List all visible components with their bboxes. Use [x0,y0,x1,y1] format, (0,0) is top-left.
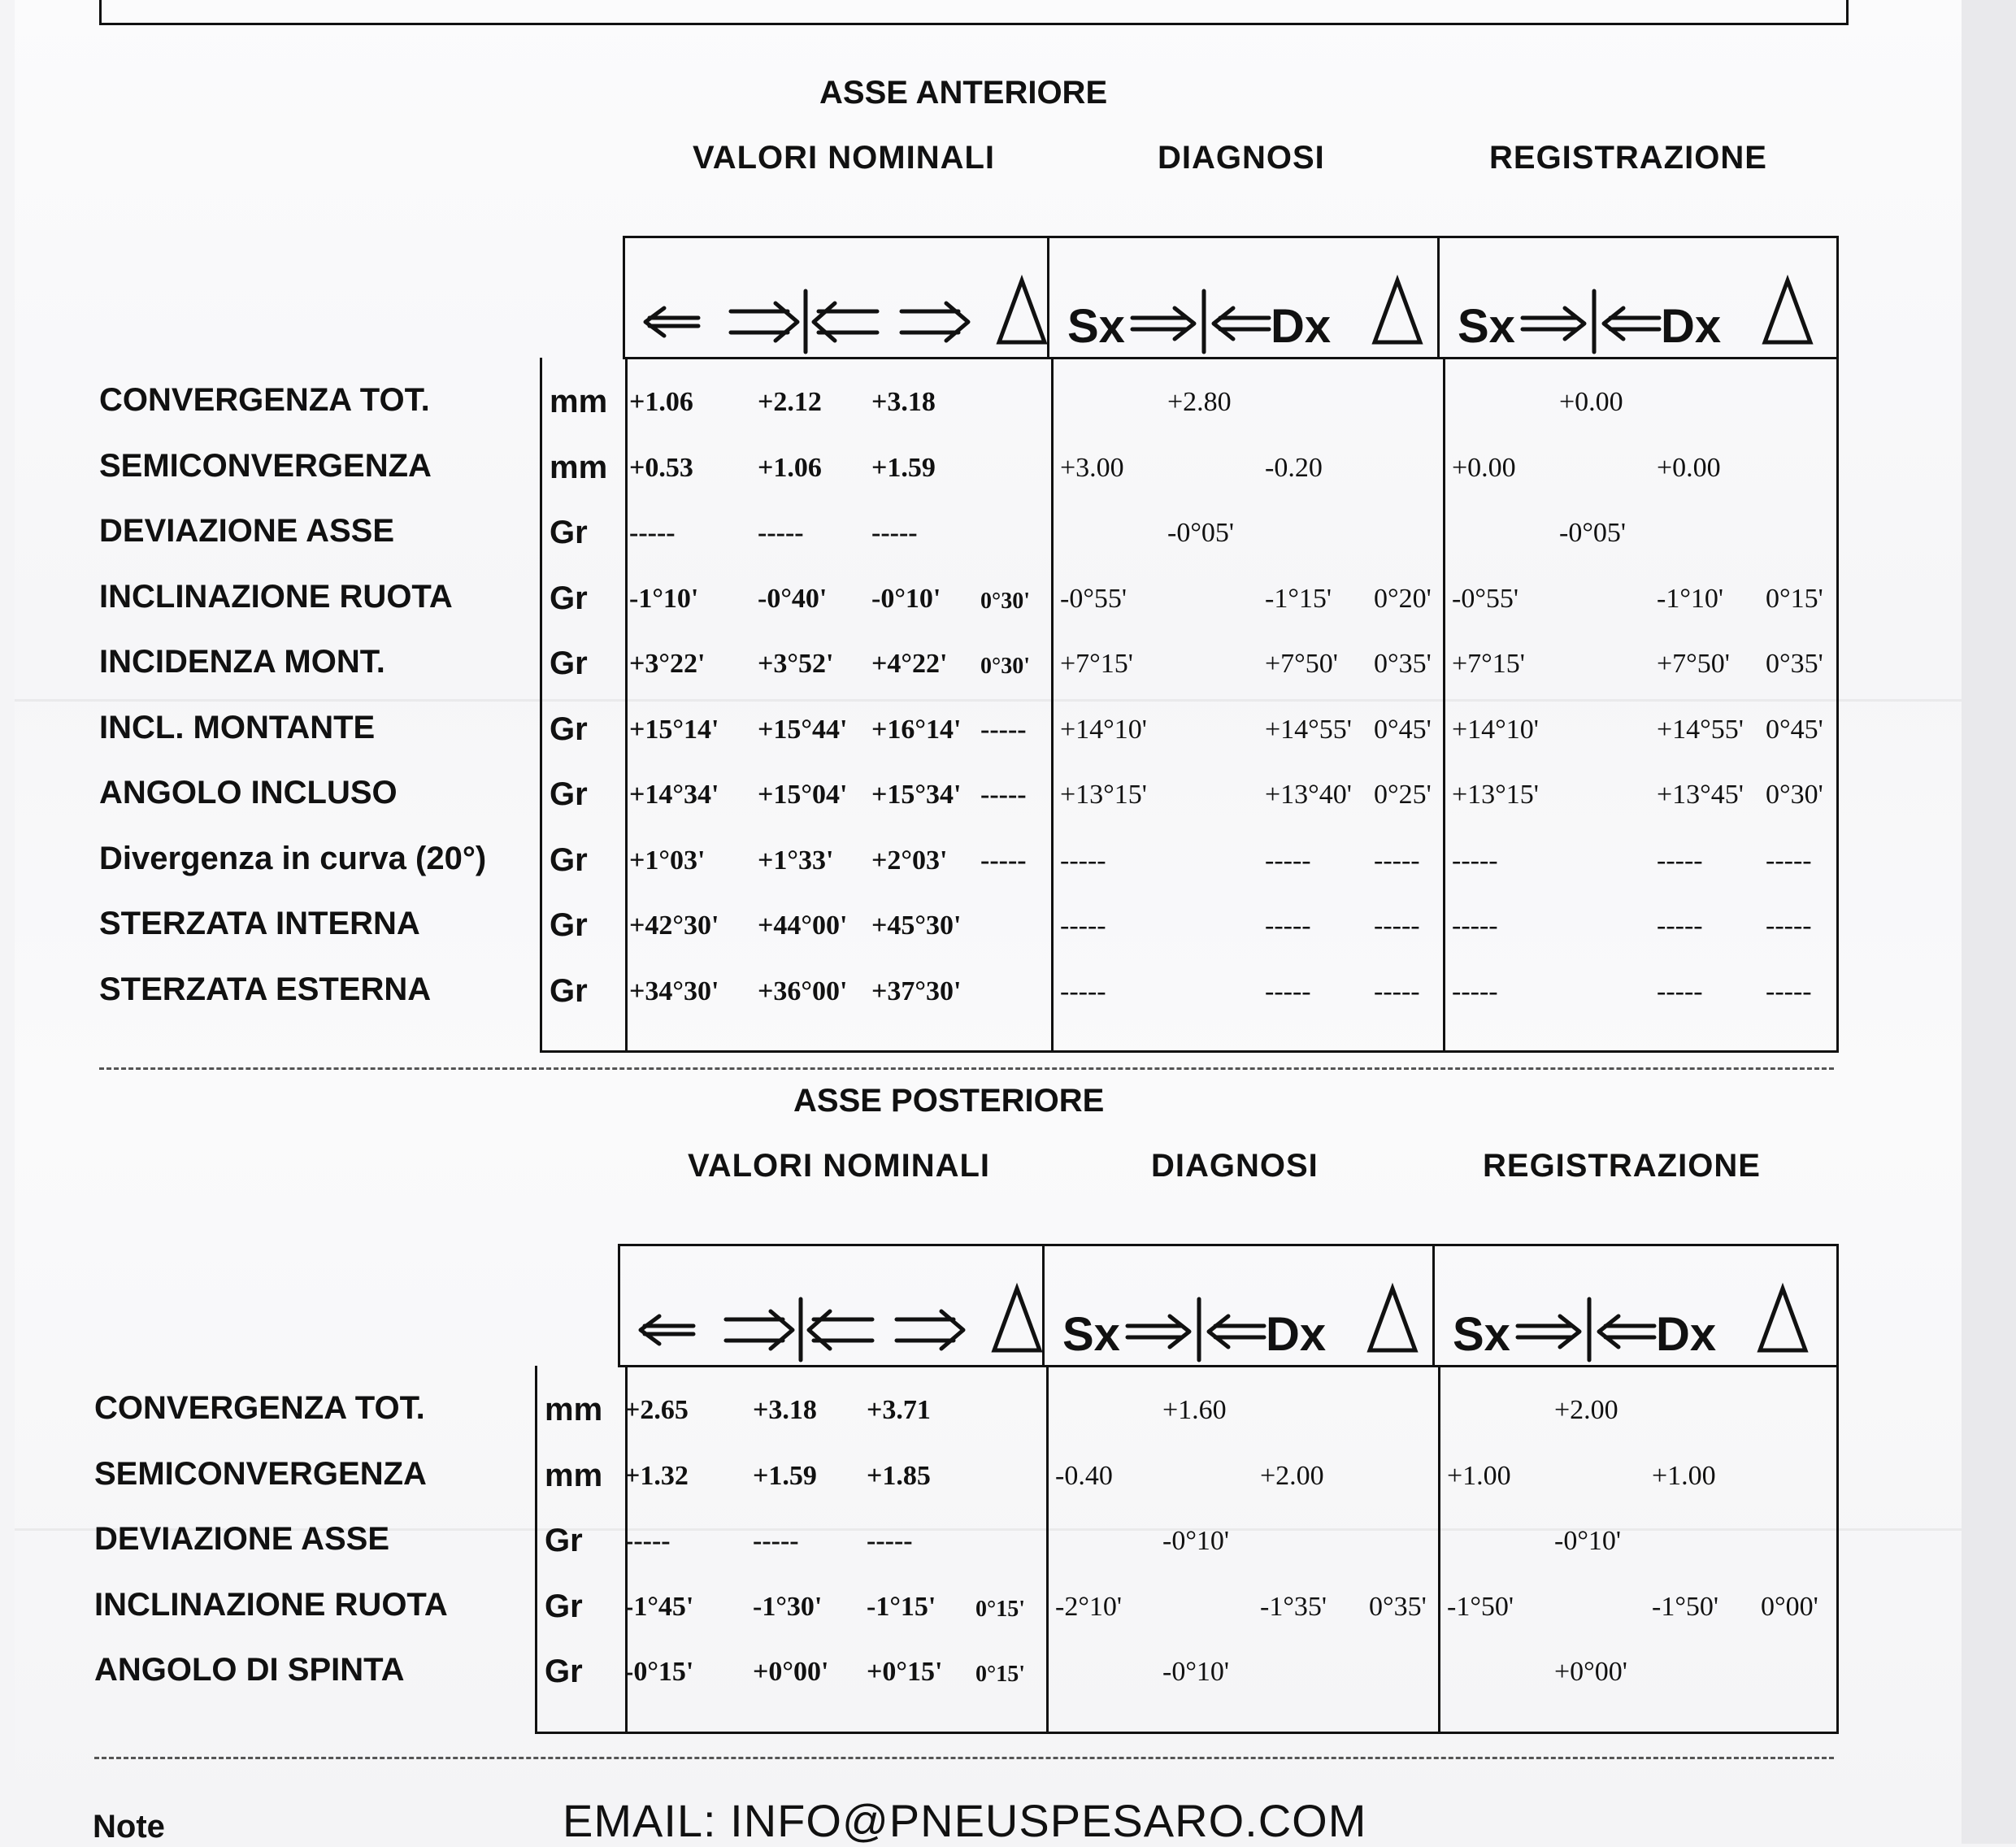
nominal-value: -1°45' [624,1591,694,1622]
header-diagnosis-cell [1049,238,1440,357]
row-unit: Gr [550,515,588,550]
diagnosis-value: +14°10' [1060,714,1147,745]
scan-edge [1962,0,2016,1844]
registration-value: ----- [1766,976,1812,1006]
sx-dx-arrows-icon [1435,1246,1838,1370]
row-label: CONVERGENZA TOT. [99,382,430,418]
diagnosis-value: ----- [1265,845,1311,876]
header-nominal-cell [625,238,1049,357]
registration-value: ----- [1657,910,1703,941]
nominal-value: +37°30' [871,976,962,1006]
col-head-registration: REGISTRAZIONE [1489,140,1767,176]
row-unit: Gr [545,1588,583,1624]
nominal-value: ----- [629,518,676,548]
diagnosis-value: -2°10' [1055,1591,1123,1622]
nominal-value: ----- [624,1526,671,1556]
diagnosis-value: 0°20' [1374,583,1432,614]
nominal-value: +2.12 [758,387,822,417]
row-label: SEMICONVERGENZA [99,447,432,484]
svg-text:Dx: Dx [1655,1308,1717,1361]
nominal-value: 0°15' [975,1596,1025,1622]
grid-divider [625,358,628,1050]
nominal-value: +36°00' [758,976,848,1006]
nominal-value: ----- [980,780,1027,810]
row-unit: mm [550,449,608,485]
grid-divider [1438,1366,1440,1732]
header-diagnosis-cell [1045,1246,1435,1365]
diagnosis-value: -0°10' [1162,1657,1230,1687]
nominal-value: +1°33' [758,845,834,876]
diagnosis-value: -1°35' [1260,1591,1327,1622]
diagnosis-value: 0°45' [1374,714,1432,745]
registration-value: +0.00 [1452,452,1516,483]
nominal-value: ----- [980,714,1027,745]
nominal-value: ----- [867,1526,913,1556]
registration-value: +13°45' [1657,780,1744,810]
registration-value: -0°10' [1554,1526,1622,1556]
nominal-value: +0.53 [629,452,693,483]
nominal-value: +3.18 [871,387,936,417]
registration-value: 0°00' [1761,1591,1818,1622]
section-separator [94,1757,1834,1759]
diagnosis-value: 0°35' [1369,1591,1427,1622]
nominal-value: -1°15' [867,1591,936,1622]
registration-value: ----- [1657,976,1703,1006]
row-unit: mm [545,1457,603,1493]
nominal-value: +1.06 [629,387,693,417]
registration-value: +1.00 [1652,1460,1716,1491]
header-nominal-cell [620,1246,1045,1365]
nominal-value: +15°14' [629,714,719,745]
registration-value: +0.00 [1657,452,1721,483]
nominal-value: +3°52' [758,649,834,679]
row-unit: Gr [550,907,588,943]
sx-dx-arrows-icon [1049,238,1441,362]
registration-value: +1.00 [1447,1460,1511,1491]
registration-value: +7°15' [1452,649,1525,679]
sx-dx-arrows-icon [1045,1246,1436,1370]
data-grid [540,358,1839,1053]
nominal-value: +15°44' [758,714,848,745]
registration-value: +14°10' [1452,714,1539,745]
header-registration-cell [1435,1246,1836,1365]
row-unit: Gr [550,841,588,878]
diagnosis-value: +3.00 [1060,452,1124,483]
top-frame [99,0,1849,25]
registration-value: 0°35' [1766,649,1823,679]
row-unit: Gr [545,1523,583,1558]
nominal-value: +1.59 [753,1460,817,1491]
registration-value: +14°55' [1657,714,1744,745]
row-label: STERZATA ESTERNA [99,971,432,1007]
row-label: CONVERGENZA TOT. [94,1390,425,1426]
section-title: ASSE POSTERIORE [793,1083,1105,1119]
nominal-value: +16°14' [871,714,962,745]
nominal-value: +14°34' [629,780,719,810]
col-head-diagnosis: DIAGNOSI [1151,1148,1319,1184]
row-label: INCLINAZIONE RUOTA [94,1586,448,1623]
nominal-value: +1.85 [867,1460,931,1491]
nominal-value: +2.65 [624,1395,689,1425]
col-head-diagnosis: DIAGNOSI [1158,140,1325,176]
diagnosis-value: -0.20 [1265,452,1323,483]
diagnosis-value: +7°15' [1060,649,1133,679]
nominal-value: -1°30' [753,1591,823,1622]
diagnosis-value: -0.40 [1055,1460,1113,1491]
row-label: INCIDENZA MONT. [99,644,385,680]
row-unit: mm [545,1392,603,1428]
sx-dx-arrows-icon [1440,238,1838,362]
svg-text:Sx: Sx [1457,300,1515,353]
row-label: STERZATA INTERNA [99,906,420,941]
registration-value: 0°30' [1766,780,1823,810]
diagnosis-value: +2.80 [1167,387,1232,417]
diagnosis-value: ----- [1060,845,1106,876]
col-head-registration: REGISTRAZIONE [1483,1148,1761,1184]
grid-divider [1046,1366,1049,1732]
nominal-value: +3.71 [867,1395,931,1425]
svg-text:Dx: Dx [1660,300,1722,353]
nominal-value: ----- [753,1526,799,1556]
registration-value: -1°50' [1447,1591,1514,1622]
nominal-value: +1.06 [758,452,822,483]
row-unit: Gr [550,645,588,681]
diagnosis-value: -0°05' [1167,518,1235,548]
svg-text:Sx: Sx [1062,1308,1120,1361]
row-label: DEVIAZIONE ASSE [99,513,395,549]
nominal-value: 0°30' [980,654,1030,679]
nominal-value: +1°03' [629,845,706,876]
diagnosis-value: ----- [1374,845,1420,876]
nominal-value: +3.18 [753,1395,817,1425]
row-unit: Gr [550,580,588,616]
diagnosis-value: +13°40' [1265,780,1352,810]
diagnosis-value: ----- [1265,910,1311,941]
diagnosis-value: ----- [1374,976,1420,1006]
diagnosis-value: +7°50' [1265,649,1338,679]
email-text: EMAIL: INFO@PNEUSPESARO.COM [563,1794,1367,1846]
svg-text:Dx: Dx [1270,300,1332,353]
symbol-header [623,236,1839,359]
diagnosis-value: +1.60 [1162,1395,1227,1425]
section-separator [99,1067,1834,1070]
section-title: ASSE ANTERIORE [819,75,1108,111]
col-head-nominal: VALORI NOMINALI [688,1148,991,1184]
row-unit: Gr [550,972,588,1009]
col-head-nominal: VALORI NOMINALI [693,140,996,176]
registration-value: 0°15' [1766,583,1823,614]
diagnosis-value: 0°35' [1374,649,1432,679]
nominal-value: -0°10' [871,583,941,614]
registration-value: ----- [1452,910,1498,941]
registration-value: -0°55' [1452,583,1519,614]
row-label: Divergenza in curva (20°) [99,840,487,876]
row-label: ANGOLO DI SPINTA [94,1652,405,1688]
row-label: INCL. MONTANTE [99,709,376,745]
nominal-value: -0°15' [624,1657,694,1687]
nominal-value: -0°40' [758,583,828,614]
registration-value: +0°00' [1554,1657,1627,1687]
registration-value: +0.00 [1559,387,1623,417]
nominal-value: ----- [980,845,1027,876]
row-label: ANGOLO INCLUSO [99,775,398,811]
svg-text:Sx: Sx [1067,300,1125,353]
diagnosis-value: ----- [1060,910,1106,941]
row-unit: Gr [545,1654,583,1689]
nominal-value: +3°22' [629,649,706,679]
diagnosis-value: 0°25' [1374,780,1432,810]
nominal-value: +0°15' [867,1657,943,1687]
header-registration-cell [1440,238,1836,357]
registration-value: ----- [1452,976,1498,1006]
row-label: INCLINAZIONE RUOTA [99,578,453,615]
diagnosis-value: -0°10' [1162,1526,1230,1556]
diagnosis-value: ----- [1060,976,1106,1006]
nominal-value: +42°30' [629,910,719,941]
row-unit: mm [550,384,608,419]
diagnosis-value: -1°15' [1265,583,1332,614]
registration-value: 0°45' [1766,714,1823,745]
nominal-value: +44°00' [758,910,848,941]
nominal-value: +4°22' [871,649,948,679]
nominal-arrows-icon [625,238,1051,362]
nominal-value: -1°10' [629,583,699,614]
registration-value: -1°50' [1652,1591,1719,1622]
svg-text:Dx: Dx [1265,1308,1327,1361]
diagnosis-value: ----- [1265,976,1311,1006]
row-unit: Gr [550,711,588,747]
svg-text:Sx: Sx [1452,1308,1510,1361]
note-label: Note [93,1808,165,1845]
nominal-value: +15°34' [871,780,962,810]
row-label: SEMICONVERGENZA [94,1455,427,1492]
diagnosis-value: -0°55' [1060,583,1127,614]
diagnosis-value: +2.00 [1260,1460,1324,1491]
diagnosis-value: +13°15' [1060,780,1147,810]
registration-value: ----- [1657,845,1703,876]
nominal-value: +1.32 [624,1460,689,1491]
nominal-arrows-icon [620,1246,1046,1370]
grid-divider [1051,358,1054,1050]
registration-value: ----- [1766,910,1812,941]
registration-value: +2.00 [1554,1395,1618,1425]
nominal-value: +45°30' [871,910,962,941]
nominal-value: 0°15' [975,1662,1025,1687]
row-label: DEVIAZIONE ASSE [94,1521,390,1557]
nominal-value: +15°04' [758,780,848,810]
nominal-value: ----- [758,518,804,548]
row-unit: Gr [550,776,588,812]
registration-value: +7°50' [1657,649,1730,679]
registration-value: -0°05' [1559,518,1627,548]
nominal-value: +34°30' [629,976,719,1006]
symbol-header [618,1244,1839,1367]
grid-divider [1443,358,1445,1050]
nominal-value: +1.59 [871,452,936,483]
registration-value: -1°10' [1657,583,1724,614]
nominal-value: ----- [871,518,918,548]
diagnosis-value: ----- [1374,910,1420,941]
nominal-value: +0°00' [753,1657,829,1687]
nominal-value: +2°03' [871,845,948,876]
diagnosis-value: +14°55' [1265,714,1352,745]
registration-value: +13°15' [1452,780,1539,810]
registration-value: ----- [1452,845,1498,876]
nominal-value: 0°30' [980,588,1030,614]
registration-value: ----- [1766,845,1812,876]
